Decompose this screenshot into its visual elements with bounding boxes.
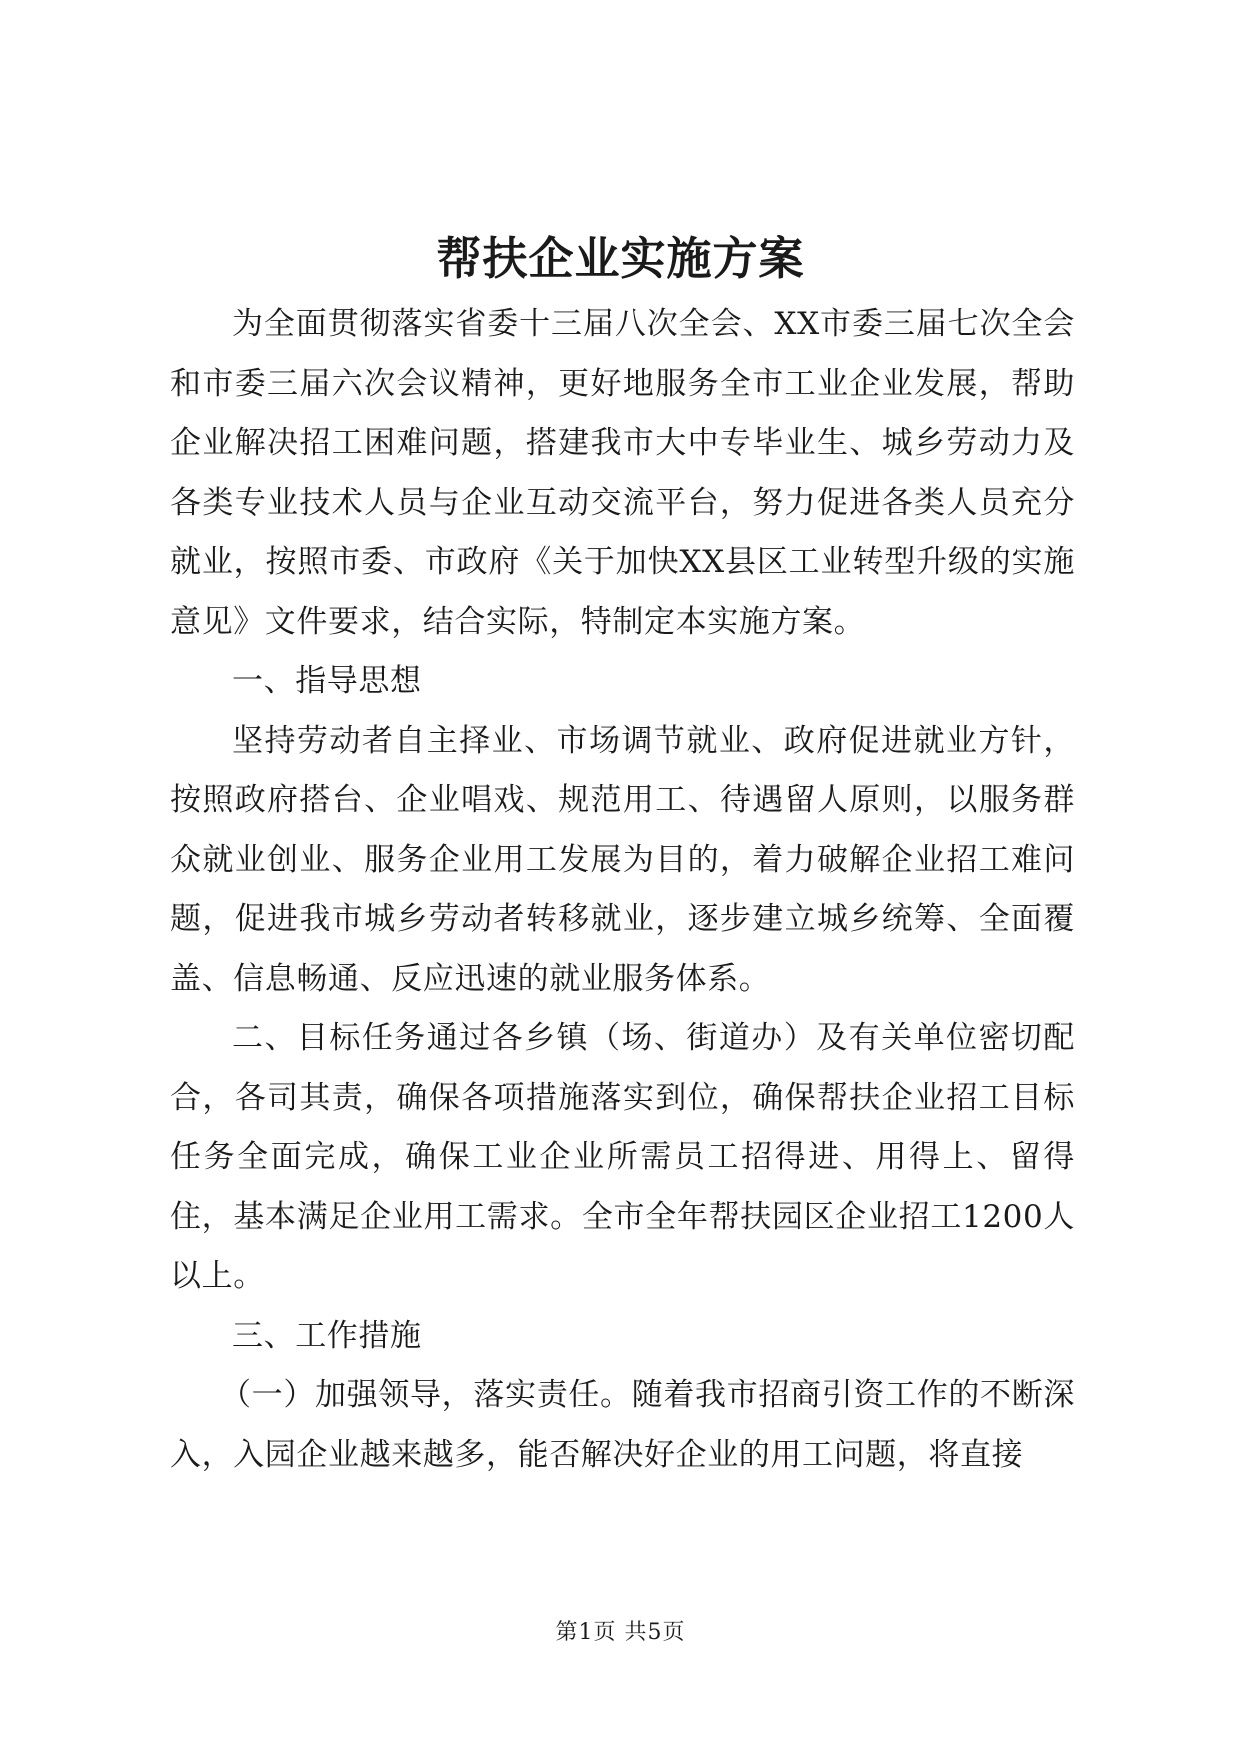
document-title: 帮扶企业实施方案 [436,232,805,285]
section-heading-work-measures: 三、工作措施 [232,1317,422,1354]
goals-tasks-paragraph: 二、目标任务通过各乡镇（场、街道办）及有关单位密切配合，各司其责，确保各项措施落实到位，确保帮扶企业招工目标任务全面完成，确保工业企业所需员工招得进、用得上、留得住，基本满足企业用工需求。全市全年帮扶园区企业招工1200人以上。 [170,1020,1075,1294]
guiding-ideology-paragraph: 坚持劳动者自主择业、市场调节就业、政府促进就业方针，按照政府搭台、企业唱戏、规范用工、待遇留人原则，以服务群众就业创业、服务企业用工发展为目的，着力破解企业招工难问题，促进我市城乡劳动者转移就业，逐步建立城乡统筹、全面覆盖、信息畅通、反应迅速的就业服务体系。 [170,722,1075,997]
measure-one-paragraph: （一）加强领导，落实责任。随着我市招商引资工作的不断深入，入园企业越来越多，能否解决好企业的用工问题，将直接 [170,1377,1075,1473]
page-number-footer: 第1页 共5页 [555,1620,686,1645]
document-body [170,295,1075,1485]
intro-paragraph: 为全面贯彻落实省委十三届八次全会、XX市委三届七次全会和市委三届六次会议精神，更好地服务全市工业企业发展，帮助企业解决招工困难问题，搭建我市大中专毕业生、城乡劳动力及各类专业技术人员与企业互动交流平台，努力促进各类人员充分就业，按照市委、市政府《关于加快XX县区工业转型升级的实施意见》文件要求，结合实际，特制定本实施方案。 [170,306,1075,640]
section-heading-guiding-ideology: 一、指导思想 [232,663,422,699]
